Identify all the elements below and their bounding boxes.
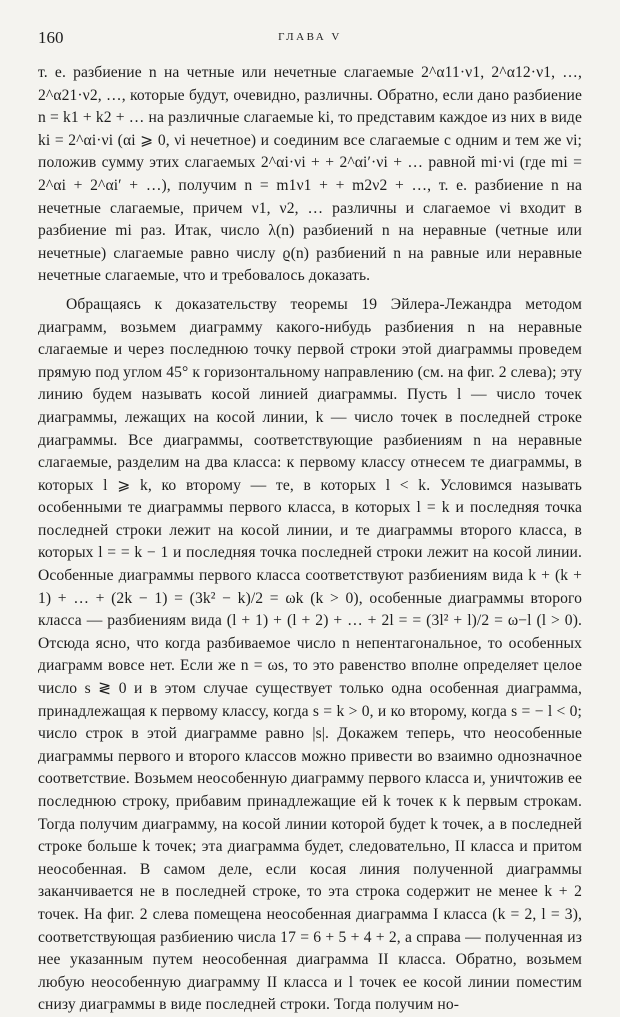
paragraph-diagram-proof: Обращаясь к доказательству теоремы 19 Эйлера-Лежандра методом диаграмм, возьмем диаграмму какого-нибудь разбиения n на неравные слагаемые и через последнюю точку первой строки этой диаграммы проведем прямую под углом 45° к горизонтальному направлению (см. на фиг. 2 слева); эту линию будем называть косой линией диаграммы. Пусть l — число точек диаграммы, лежащих на косой линии, k — число точек в последней строке диаграммы. Все диаграммы, соответствующие разбиениям n на неравные слагаемые, разделим на два класса: к первому классу отнесем те диаграммы, в которых l ⩾ k, ко второму — те, в которых l < k. Условимся называть особенными те диаграммы первого класса, в которых l = k и последняя точка последней строки лежит на косой линии, и те диаграммы второго класса, в которых l = = k − 1 и последняя точка последней строки лежит на косой линии. Особенные диаграммы первого класса соответствуют разбиениям вида k + (k + 1) + … + (2k − 1) = (3k² − k)/2 = ωk (k > 0), особенные диаграммы второго класса — разбиениям вида (l + 1) + (l + 2) + … + 2l = = (3l² + l)/2 = ω−l (l > 0). Отсюда ясно, что когда разбиваемое число n непентагональное, то особенных диаграмм вовсе нет. Если же n = ωs, то это равенство вполне определяет целое число s ≷ 0 и в этом случае существует только одна особенная диаграмма, принадлежащая к первому классу, когда s = k > 0, и ко второму, когда s = − l < 0; число строк в этой диаграмме равно |s|. Докажем теперь, что неособенные диаграммы первого и второго классов можно привести во взаимно однозначное соответствие. Возьмем неособенную диаграмму первого класса и, уничтожив ее последнюю строку, прибавим принадлежащие ей k точек к k первым строкам. Тогда получим диаграмму, на косой линии которой будет k точек, а в последней строке больше k точек; эта диаграмма будет, следовательно, II класса и притом неособенная. В самом деле, если косая линия полученной диаграммы заканчивается не в последней строке, то эта строка содержит не менее k + 2 точек. На фиг. 2 слева помещена неособенная диаграмма I класса (k = 2, l = 3), соответствующая разбиению числа 17 = 6 + 5 + 4 + 2, а справа — полученная из нее указанным путем неособенная диаграмма II класса. Обратно, возьмем любую неособенную диаграмму II класса и l точек ее косой линии поместим снизу диаграммы в виде последней строки. Тогда получим но- [38, 295, 582, 1014]
page-number: 160 [38, 28, 64, 47]
text-body [38, 62, 582, 1017]
running-head [38, 28, 582, 54]
chapter-title: ГЛАВА V [278, 31, 342, 43]
paragraph-continuation: т. е. разбиение n на четные или нечетные слагаемые 2^α11·ν1, 2^α12·ν1, …, 2^α21·ν2, …, которые будут, очевидно, различны. Обратно, если дано разбиение n = k1 + k2 + … на различные слагаемые ki, то представим каждое из них в виде ki = 2^αi·νi (αi ⩾ 0, νi нечетное) и соединим все слагаемые с одним и тем же νi; положив сумму этих слагаемых 2^αi·νi + + 2^αi′·νi + … равной mi·νi (где mi = 2^αi + 2^αi′ + …), получим n = m1ν1 + + m2ν2 + …, т. е. разбиение n на нечетные слагаемые, причем ν1, ν2, … различны и слагаемое νi входит в разбиение mi раз. Итак, число λ(n) разбиений n на неравные (четные или нечетные) слагаемые равно числу ϱ(n) разбиений n на равные или неравные нечетные слагаемые, что и требовалось доказать. [38, 64, 582, 285]
